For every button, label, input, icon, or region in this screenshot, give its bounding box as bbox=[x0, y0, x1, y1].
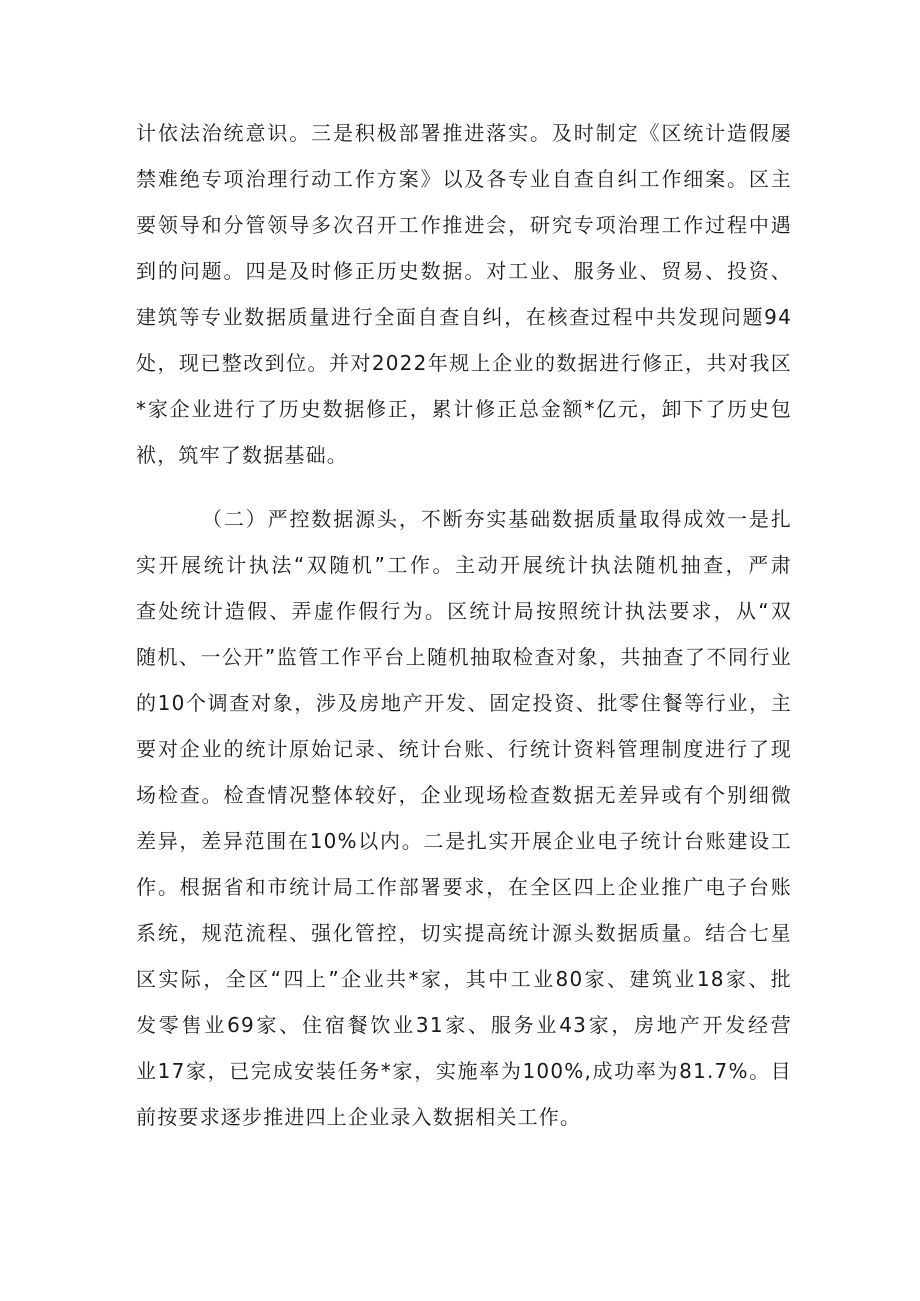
text-line: *家企业进行了历史数据修正，累计修正总金额*亿元，卸下了历史包 bbox=[136, 397, 792, 421]
text-line: 禁难绝专项治理行动工作方案》以及各专业自查自纠工作细案。区主 bbox=[136, 167, 792, 191]
paragraph-2 bbox=[136, 496, 792, 1140]
text-line: 要对企业的统计原始记录、统计台账、行统计资料管理制度进行了现 bbox=[136, 737, 792, 761]
section-heading-line: （二）严控数据源头，不断夯实基础数据质量取得成效一是扎 bbox=[202, 507, 792, 531]
text-line: 处，现已整改到位。并对2022年规上企业的数据进行修正，共对我区 bbox=[136, 351, 792, 375]
text-line: 系统，规范流程、强化管控，切实提高统计源头数据质量。结合七星 bbox=[136, 921, 792, 945]
text-line: 差异，差异范围在10%以内。二是扎实开展企业电子统计台账建设工 bbox=[136, 829, 792, 853]
text-line: 前按要求逐步推进四上企业录入数据相关工作。 bbox=[136, 1105, 582, 1129]
text-line: 要领导和分管领导多次召开工作推进会，研究专项治理工作过程中遇 bbox=[136, 213, 792, 237]
text-line: 实开展统计执法“双随机”工作。主动开展统计执法随机抽查，严肃 bbox=[136, 553, 792, 577]
text-line: 建筑等专业数据质量进行全面自查自纠，在核查过程中共发现问题94 bbox=[136, 305, 792, 329]
text-line: 袱，筑牢了数据基础。 bbox=[136, 443, 348, 467]
text-line: 随机、一公开”监管工作平台上随机抽取检查对象，共抽查了不同行业 bbox=[136, 645, 792, 669]
text-line: 业17家，已完成安装任务*家，实施率为100%,成功率为81.7%。目 bbox=[136, 1059, 792, 1083]
text-line: 计依法治统意识。三是积极部署推进落实。及时制定《区统计造假屡 bbox=[136, 121, 792, 145]
paragraph-1 bbox=[136, 110, 792, 478]
text-line: 查处统计造假、弄虚作假行为。区统计局按照统计执法要求，从“双 bbox=[136, 599, 792, 623]
text-line: 发零售业69家、住宿餐饮业31家、服务业43家，房地产开发经营 bbox=[136, 1013, 792, 1037]
text-line: 作。根据省和市统计局工作部署要求，在全区四上企业推广电子台账 bbox=[136, 875, 792, 899]
text-line: 场检查。检查情况整体较好，企业现场检查数据无差异或有个别细微 bbox=[136, 783, 792, 807]
text-line: 的10个调查对象，涉及房地产开发、固定投资、批零住餐等行业，主 bbox=[136, 691, 792, 715]
text-line: 区实际，全区“四上”企业共*家，其中工业80家、建筑业18家、批 bbox=[136, 967, 792, 991]
text-line: 到的问题。四是及时修正历史数据。对工业、服务业、贸易、投资、 bbox=[136, 259, 792, 283]
